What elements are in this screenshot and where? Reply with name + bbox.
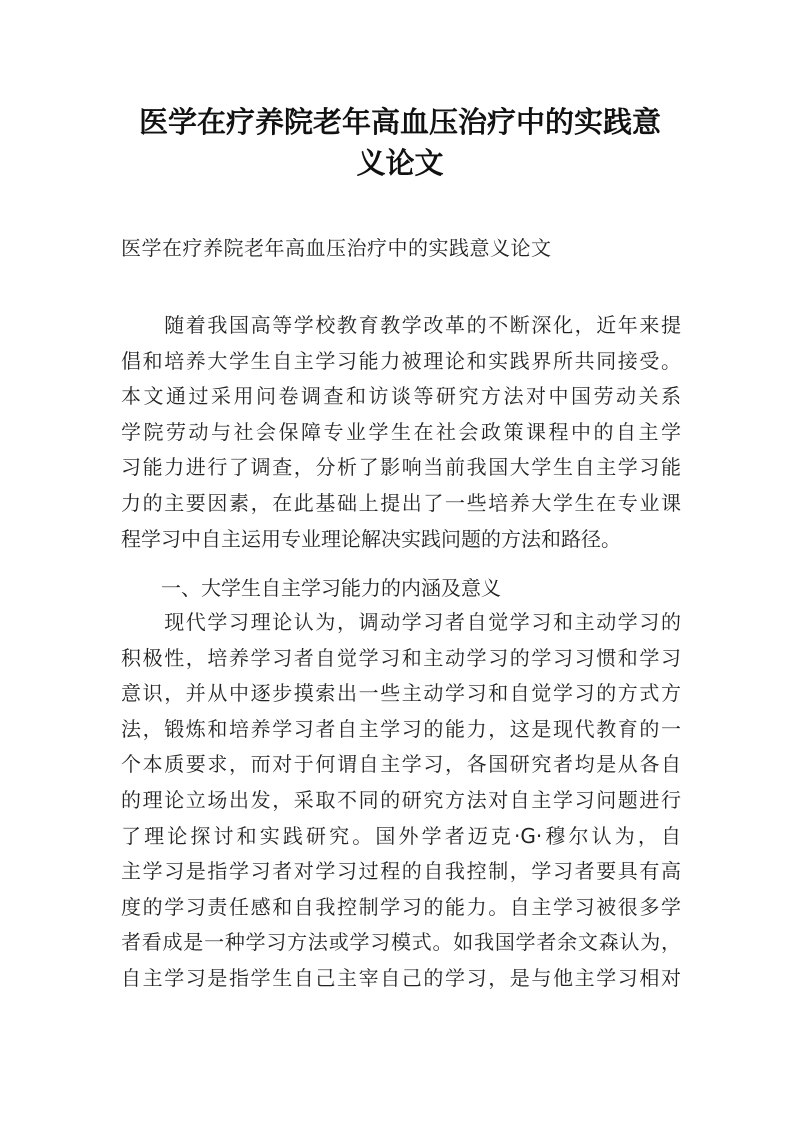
paragraph-definition bbox=[121, 605, 681, 997]
text-line: 个本质要求，而对于何谓自主学习，各国研究者均是从各自 bbox=[121, 752, 681, 777]
document-title-line-1: 医学在疗养院老年高血压治疗中的实践意 bbox=[138, 105, 661, 139]
section-heading-1 bbox=[121, 571, 681, 607]
text-line: 倡和培养大学生自主学习能力被理论和实践界所共同接受。 bbox=[121, 348, 681, 373]
text-line: 了理论探讨和实践研究。国外学者迈克·G·穆尔认为，自 bbox=[121, 823, 681, 848]
text-line: 积极性，培养学习者自觉学习和主动学习的学习习惯和学习 bbox=[121, 645, 681, 670]
text-line: 的理论立场出发，采取不同的研究方法对自主学习问题进行 bbox=[121, 787, 681, 812]
text-line: 随着我国高等学校教育教学改革的不断深化，近年来提 bbox=[121, 313, 681, 337]
text-line: 意识，并从中逐步摸索出一些主动学习和自觉学习的方式方 bbox=[121, 681, 681, 706]
document-title-line-2: 义论文 bbox=[356, 146, 444, 180]
text-line: 法，锻炼和培养学习者自主学习的能力，这是现代教育的一 bbox=[121, 716, 681, 741]
text-line: 主学习是指学习者对学习过程的自我控制，学习者要具有高 bbox=[121, 859, 681, 884]
text-line: 本文通过采用问卷调查和访谈等研究方法对中国劳动关系 bbox=[121, 384, 681, 409]
section-heading-text: 一、大学生自主学习能力的内涵及意义 bbox=[121, 576, 501, 600]
text-line: 力的主要因素，在此基础上提出了一些培养大学生在专业课 bbox=[121, 490, 681, 515]
text-line: 学院劳动与社会保障专业学生在社会政策课程中的自主学 bbox=[121, 419, 681, 444]
text-line: 现代学习理论认为，调动学习者自觉学习和主动学习的 bbox=[121, 610, 681, 634]
text-line: 程学习中自主运用专业理论解决实践问题的方法和路径。 bbox=[121, 526, 621, 551]
text-line: 度的学习责任感和自我控制学习的能力。自主学习被很多学 bbox=[121, 894, 681, 919]
document-subtitle: 医学在疗养院老年高血压治疗中的实践意义论文 bbox=[121, 236, 552, 260]
paragraph-intro bbox=[121, 308, 681, 557]
text-line: 自主学习是指学生自己主宰自己的学习，是与他主学习相对 bbox=[121, 965, 681, 990]
text-line: 者看成是一种学习方法或学习模式。如我国学者余文森认为， bbox=[121, 930, 681, 955]
text-line: 习能力进行了调查，分析了影响当前我国大学生自主学习能 bbox=[121, 455, 681, 480]
